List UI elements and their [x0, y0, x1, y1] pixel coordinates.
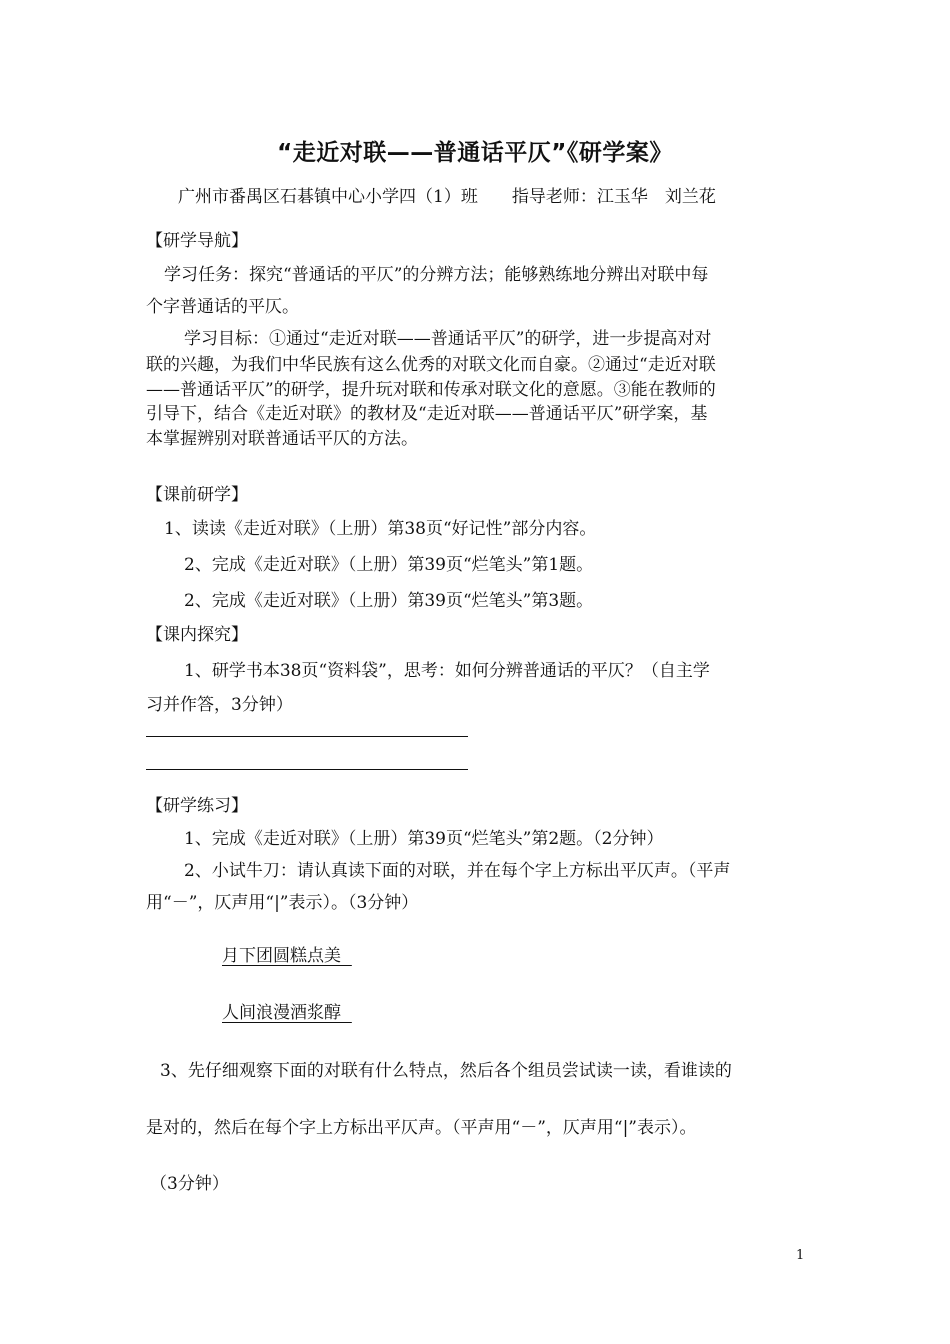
couplet-line-2	[222, 1002, 352, 1024]
practice-item-3-line3: （3分钟）	[150, 1174, 229, 1194]
section-heading-guide: 【研学导航】	[146, 231, 248, 251]
practice-item-2-line2: 用“－”，仄声用“|”表示）。（3分钟）	[146, 893, 419, 913]
goal-text-line2: 联的兴趣，为我们中华民族有这么优秀的对联文化而自豪。②通过“走近对联	[146, 355, 716, 375]
inquiry-item-1-line1: 1、研学书本38页“资料袋”，思考：如何分辨普通话的平仄？（自主学	[184, 661, 710, 681]
byline: 广州市番禺区石碁镇中心小学四（1）班 指导老师：江玉华 刘兰花	[178, 187, 716, 207]
practice-item-3-line1: 3、先仔细观察下面的对联有什么特点，然后各个组员尝试读一读，看谁读的	[160, 1061, 732, 1081]
couplet-line-1	[222, 945, 352, 967]
section-heading-prestudy: 【课前研学】	[146, 485, 248, 505]
couplet-text-1: 月下团圆糕点美	[222, 946, 341, 966]
answer-line-2[interactable]	[146, 769, 468, 770]
prestudy-item-1: 1、读读《走近对联》（上册）第38页“好记性”部分内容。	[164, 519, 597, 539]
goal-text-line5: 本掌握辨别对联普通话平仄的方法。	[146, 429, 418, 449]
task-text-line2: 个字普通话的平仄。	[146, 297, 299, 317]
inquiry-item-1-line2: 习并作答，3分钟）	[146, 695, 293, 715]
practice-item-2-line1: 2、小试牛刀：请认真读下面的对联，并在每个字上方标出平仄声。（平声	[184, 861, 731, 881]
section-heading-practice: 【研学练习】	[146, 796, 248, 816]
couplet-text-2: 人间浪漫酒浆醇	[222, 1003, 341, 1023]
practice-item-1: 1、完成《走近对联》（上册）第39页“烂笔头”第2题。（2分钟）	[184, 829, 664, 849]
section-heading-inquiry: 【课内探究】	[146, 625, 248, 645]
goal-text-line4: 引导下，结合《走近对联》的教材及“走近对联——普通话平仄”研学案，基	[146, 404, 708, 424]
answer-line-1[interactable]	[146, 736, 468, 737]
prestudy-item-3: 2、完成《走近对联》（上册）第39页“烂笔头”第3题。	[184, 591, 594, 611]
prestudy-item-2: 2、完成《走近对联》（上册）第39页“烂笔头”第1题。	[184, 555, 594, 575]
page-number: 1	[796, 1248, 805, 1263]
document-title: “走近对联——普通话平仄”《研学案》	[277, 140, 673, 166]
task-text-line1: 学习任务：探究“普通话的平仄”的分辨方法；能够熟练地分辨出对联中每	[164, 265, 709, 285]
practice-item-3-line2: 是对的，然后在每个字上方标出平仄声。（平声用“－”，仄声用“|”表示）。	[146, 1118, 697, 1138]
goal-text-line3: ——普通话平仄”的研学，提升玩对联和传承对联文化的意愿。③能在教师的	[146, 380, 716, 400]
goal-text-line1: 学习目标：①通过“走近对联——普通话平仄”的研学，进一步提高对对	[184, 329, 712, 349]
